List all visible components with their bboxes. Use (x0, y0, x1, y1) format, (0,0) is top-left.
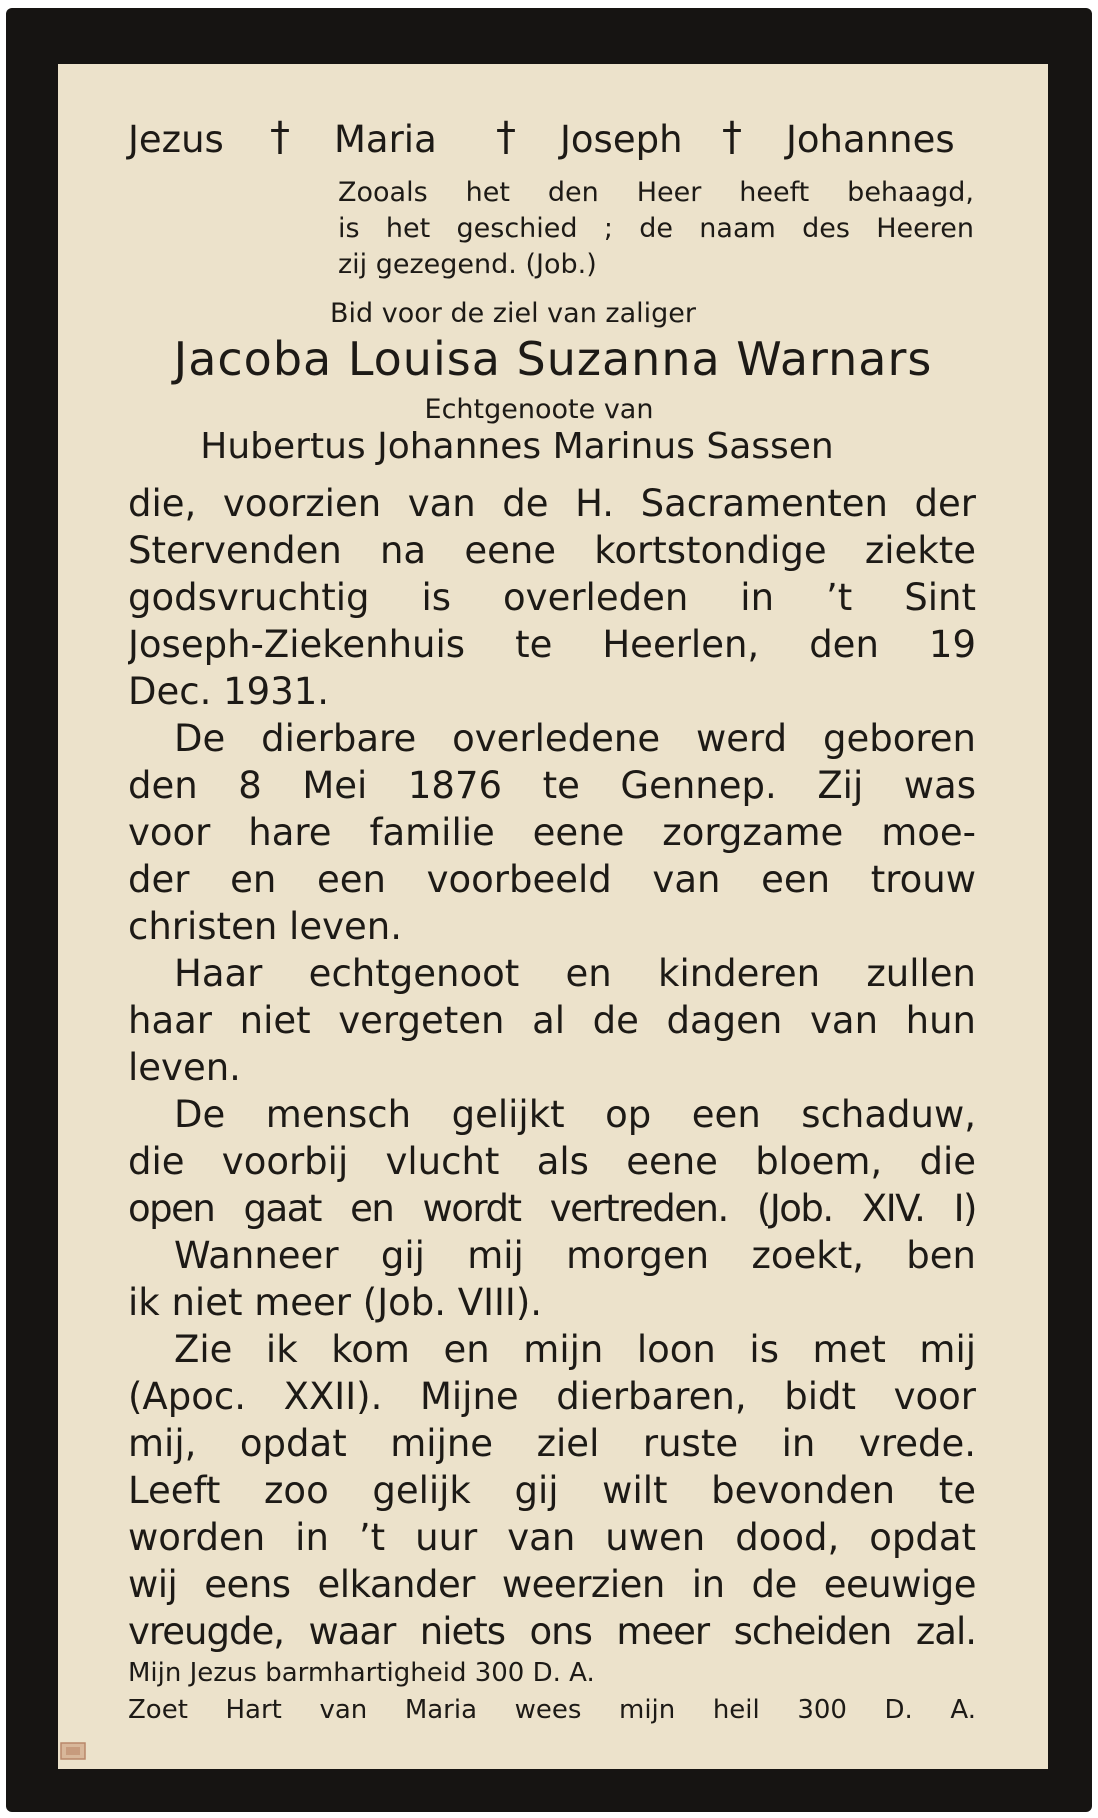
indulgence-line: Zoet Hart van Maria wees mijn heil 300 D. A. (128, 1695, 976, 1725)
body-line: ik niet meer (Job. VIII). (128, 1281, 543, 1324)
indulgence-line: Mijn Jezus barmhartigheid 300 D. A. (128, 1658, 595, 1688)
body-line: Stervenden na eene kortstondige ziekte (128, 529, 976, 572)
body-line: Joseph-Ziekenhuis te Heerlen, den 19 (128, 623, 976, 666)
body-line: godsvruchtig is overleden in ’t Sint (128, 576, 976, 619)
body-line: Zie ik kom en mijn loon is met mij (174, 1328, 976, 1371)
body-line: Dec. 1931. (128, 670, 330, 713)
prayer-intro: Bid voor de ziel van zaliger (330, 298, 696, 329)
body-line: der en een voorbeeld van een trouw (128, 858, 976, 901)
body-line: vreugde, waar niets ons meer scheiden zal. (128, 1610, 976, 1653)
body-line: den 8 Mei 1876 te Gennep. Zij was (128, 764, 976, 807)
cross-icon: † (496, 114, 516, 160)
spouse-name: Hubertus Johannes Marinus Sassen (200, 426, 834, 467)
body-line: Haar echtgenoot en kinderen zullen (174, 952, 976, 995)
header-name-joseph: Joseph (560, 118, 683, 161)
body-line: Leeft zoo gelijk gij wilt bevonden te (128, 1469, 976, 1512)
body-line: die, voorzien van de H. Sacramenten der (128, 482, 976, 525)
body-line: leven. (128, 1046, 241, 1089)
body-line: De dierbare overledene werd geboren (174, 717, 976, 760)
body-line: wij eens elkander weerzien in de eeuwige (128, 1563, 976, 1606)
cross-icon: † (722, 114, 742, 160)
quote-line: Zooals het den Heer heeft behaagd, (338, 177, 974, 208)
cross-icon: † (270, 114, 290, 160)
crest-stamp-icon (58, 1740, 88, 1762)
body-line: worden in ’t uur van uwen dood, opdat (128, 1516, 976, 1559)
deceased-name: Jacoba Louisa Suzanna Warnars (173, 332, 933, 386)
spouse-label: Echtgenoote van (424, 394, 654, 425)
body-line: voor hare familie eene zorgzame moe- (128, 811, 976, 854)
header-name-johannes: Johannes (786, 118, 955, 161)
card-paper (58, 64, 1048, 1769)
body-line: Wanneer gij mij morgen zoekt, ben (174, 1234, 976, 1277)
header-name-jezus: Jezus (128, 118, 224, 161)
quote-line: zij gezegend. (Job.) (338, 249, 597, 280)
body-line: De mensch gelijkt op een schaduw, (174, 1093, 976, 1136)
body-line: die voorbij vlucht als eene bloem, die (128, 1140, 976, 1183)
body-line: open gaat en wordt vertreden. (Job. XIV. I) (128, 1187, 976, 1230)
header-name-maria: Maria (334, 118, 437, 161)
body-line: haar niet vergeten al de dagen van hun (128, 999, 976, 1042)
body-line: (Apoc. XXII). Mijne dierbaren, bidt voor (128, 1375, 976, 1418)
body-line: mij, opdat mijne ziel ruste in vrede. (128, 1422, 976, 1465)
memorial-card (6, 8, 1092, 1812)
quote-line: is het geschied ; de naam des Heeren (338, 213, 974, 244)
body-line: christen leven. (128, 905, 402, 948)
